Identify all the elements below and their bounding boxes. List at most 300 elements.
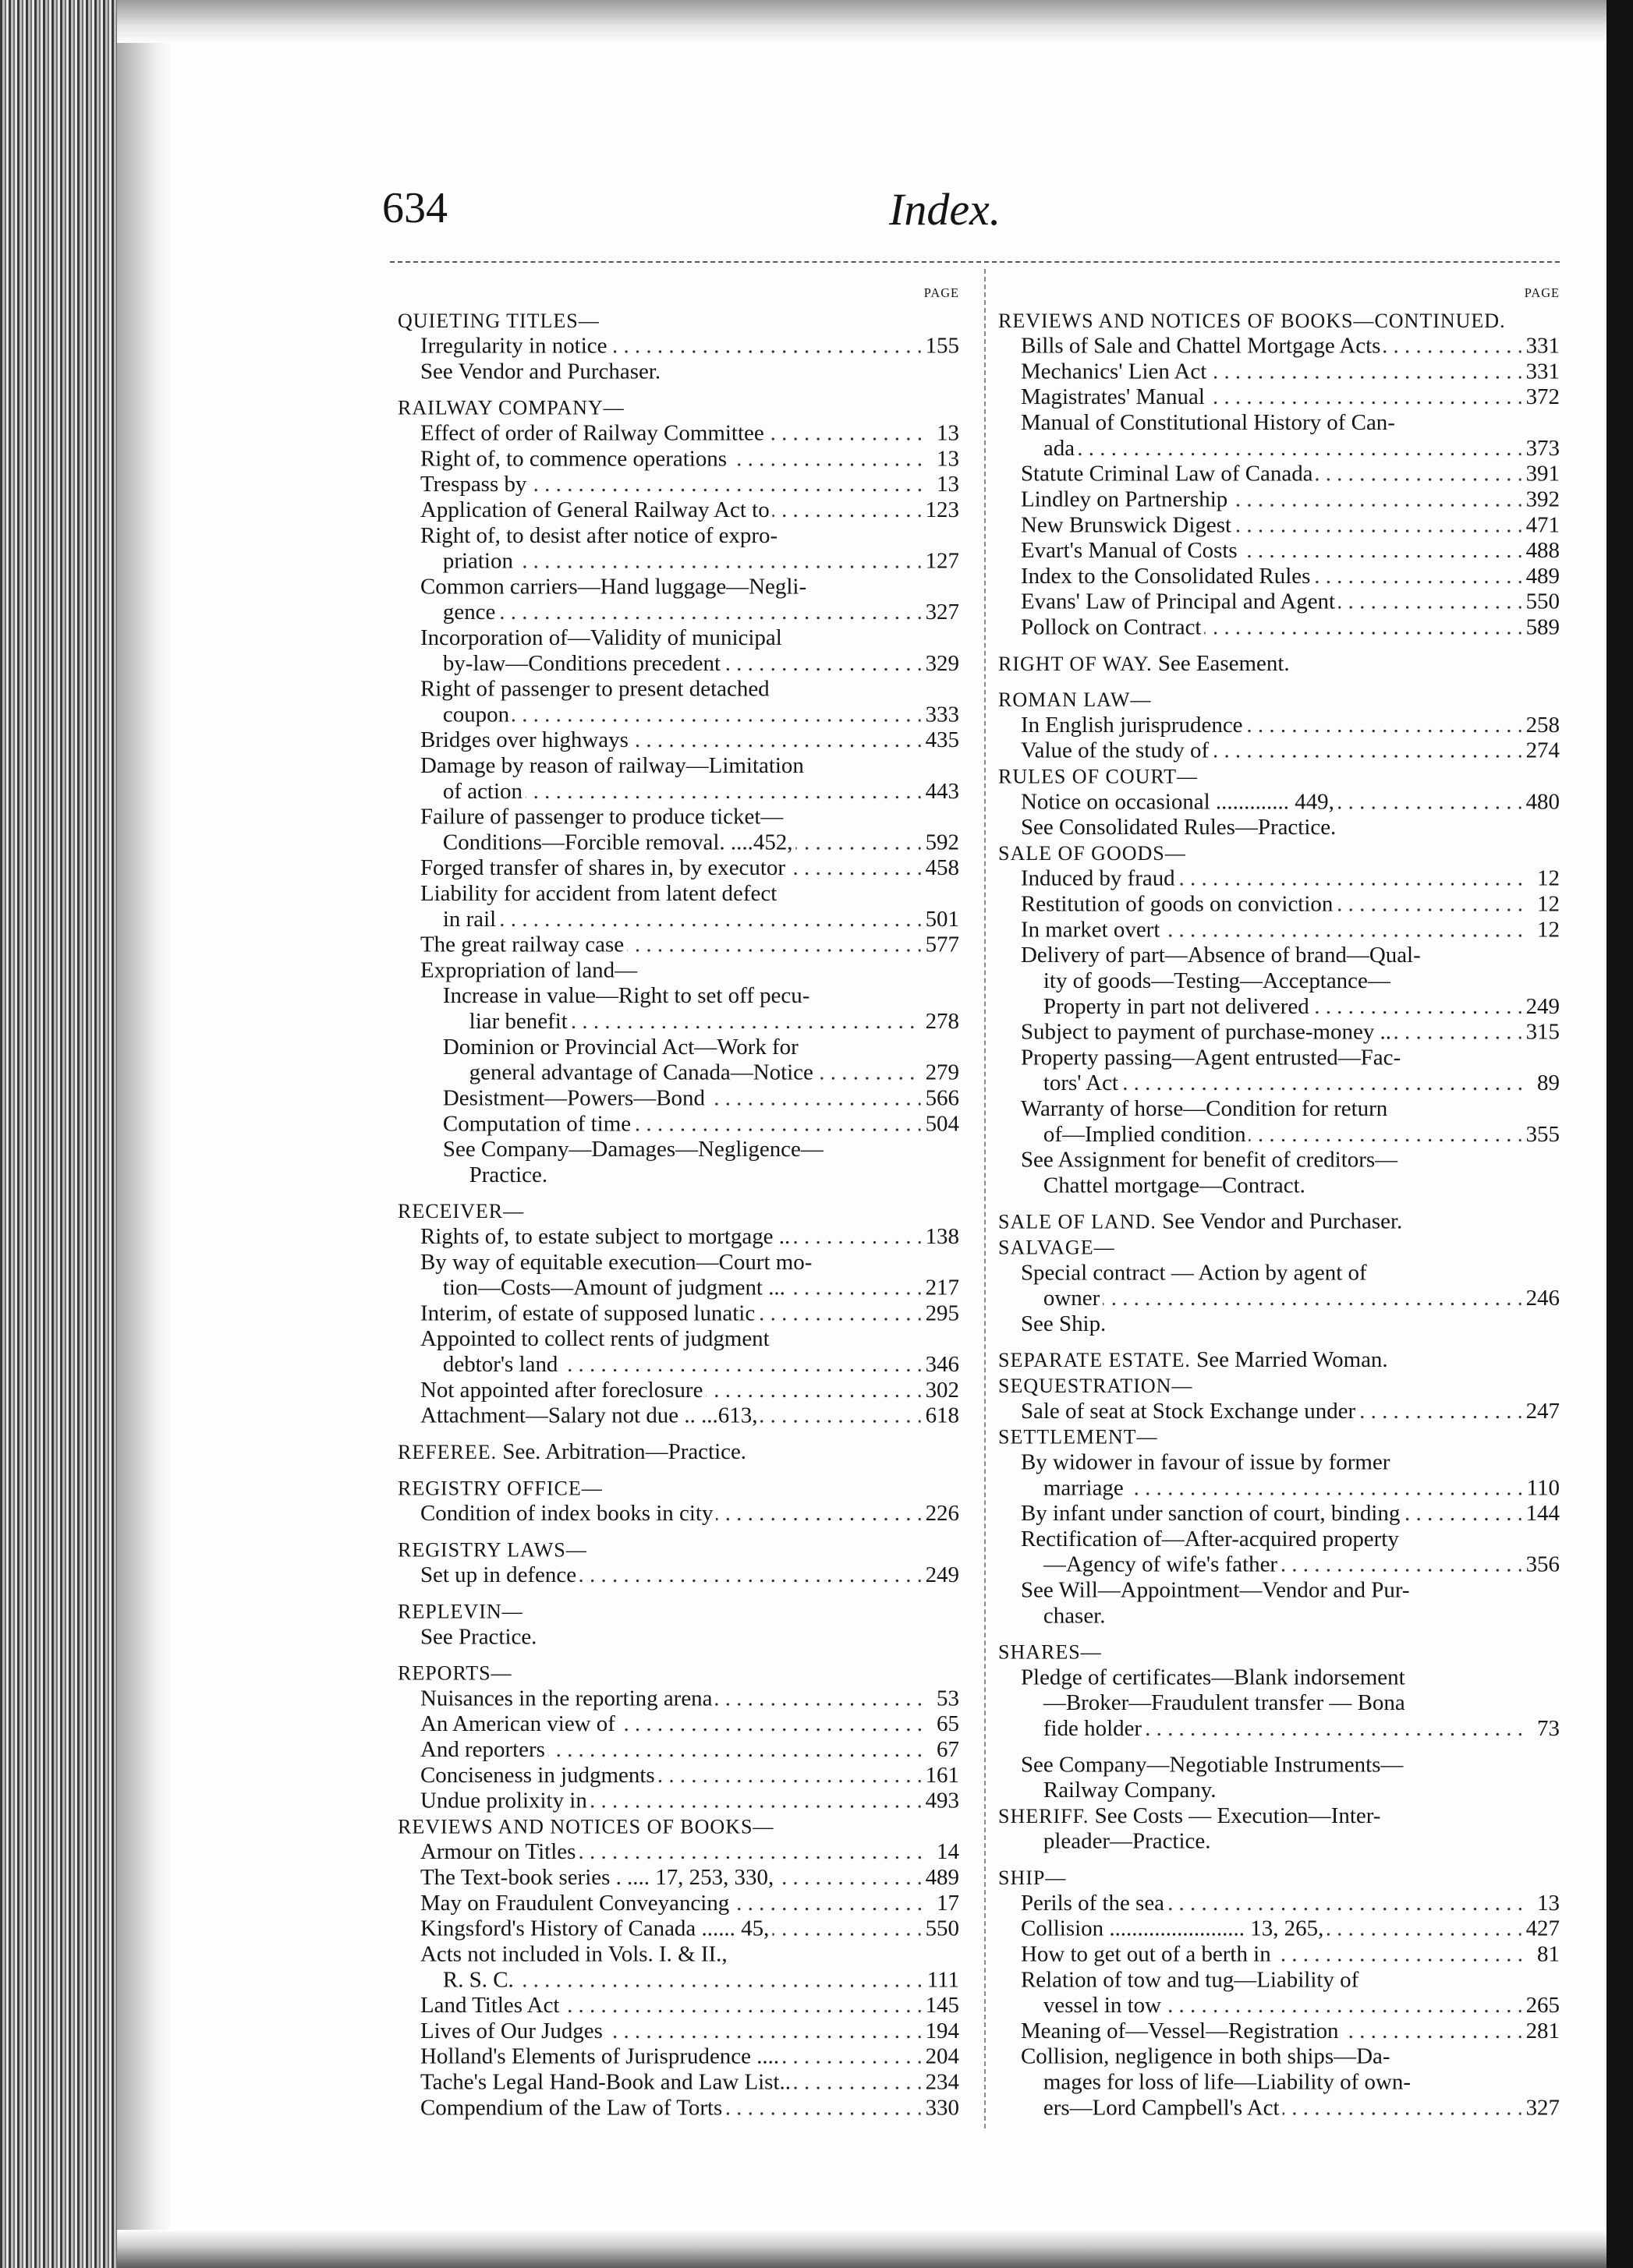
index-entry-line: See Practice. <box>420 1624 537 1650</box>
index-entry-line: Pledge of certificates—Blank indorsement <box>1020 1665 1405 1690</box>
entry-text: Undue prolixity in <box>420 1789 590 1813</box>
entry-text: And reporters <box>420 1737 548 1762</box>
entry-text-wrap <box>420 855 921 881</box>
index-entry <box>398 1891 959 1916</box>
entry-text: Armour on Titles <box>420 1839 579 1864</box>
index-heading-line <box>998 1373 1560 1399</box>
page-ref: 138 <box>925 1223 959 1249</box>
page-ref: 488 <box>1525 537 1560 563</box>
entry-text: Land Titles Act <box>420 1993 562 2018</box>
index-entry-line: —Broker—Fraudulent transfer — Bona <box>1043 1690 1405 1715</box>
index-entry <box>398 1686 959 1711</box>
index-entry <box>398 855 959 881</box>
entry-text-wrap <box>420 2069 921 2095</box>
index-entry-line: Failure of passenger to produce ticket— <box>420 804 784 830</box>
page-ref: 489 <box>1525 563 1560 589</box>
page-ref: 392 <box>1525 487 1560 512</box>
entry-text-wrap <box>1021 1501 1521 1527</box>
index-heading: SHERIFF. <box>998 1804 1089 1827</box>
entry-text-wrap <box>443 702 921 727</box>
page-ref: 155 <box>925 333 959 359</box>
entry-text-wrap <box>1021 614 1521 640</box>
index-entry <box>998 1993 1560 2019</box>
entry-text: Magistrates' Manual <box>1021 384 1208 409</box>
index-heading: RAILWAY COMPANY— <box>398 396 625 419</box>
index-entry <box>398 907 959 932</box>
book-binding <box>0 0 117 2268</box>
index-heading-line <box>398 1537 959 1562</box>
index-entry-line: See Consolidated Rules—Practice. <box>1020 815 1337 840</box>
entry-text: Holland's Elements of Jurisprudence .... <box>420 2044 782 2069</box>
index-entry <box>398 2019 959 2044</box>
page-ref: 327 <box>1525 2095 1560 2121</box>
index-entry-line: Appointed to collect rents of judgment <box>420 1326 770 1351</box>
index-entry <box>998 462 1560 487</box>
entry-text-wrap <box>1021 866 1529 892</box>
entry-text: Subject to payment of purchase-money .. <box>1021 1019 1394 1044</box>
entry-text-wrap <box>420 1300 921 1326</box>
index-entry-line: Dominion or Provincial Act—Work for <box>442 1034 799 1060</box>
index-entry-line: Incorporation of—Validity of municipal <box>420 624 782 650</box>
entry-text: tors' Act <box>1043 1070 1121 1095</box>
entry-text-wrap <box>469 1060 921 1086</box>
page-ref: 247 <box>1525 1398 1560 1424</box>
entry-text: Sale of seat at Stock Exchange under <box>1021 1399 1358 1424</box>
index-entry-line: See Will—Appointment—Vendor and Pur- <box>1020 1577 1410 1603</box>
page-ref: 249 <box>925 1562 959 1587</box>
index-entry <box>398 446 959 472</box>
index-entry-line: pleader—Practice. <box>1043 1828 1211 1854</box>
index-heading: SEQUESTRATION— <box>998 1374 1193 1397</box>
index-entry <box>398 1403 959 1429</box>
entry-text-wrap <box>443 1352 921 1378</box>
entry-text-wrap <box>1021 789 1521 815</box>
index-entry-line: Common carriers—Hand luggage—Negli- <box>420 574 807 600</box>
page-ref: 281 <box>1525 2018 1560 2043</box>
entry-text-wrap <box>420 1789 921 1814</box>
binding-shadow <box>117 0 172 2268</box>
index-heading-line <box>998 840 1560 866</box>
index-entry <box>998 917 1560 943</box>
page-ref: 295 <box>925 1300 959 1326</box>
entry-text: New Brunswick Digest <box>1021 512 1234 537</box>
index-column-right <box>998 281 1560 2121</box>
entry-text: of—Implied condition <box>1043 1122 1249 1147</box>
index-entry <box>398 651 959 677</box>
entry-text-wrap <box>443 779 921 805</box>
entry-text: tion—Costs—Amount of judgment ... <box>443 1276 788 1300</box>
entry-text: May on Fraudulent Conveyancing <box>420 1891 732 1916</box>
entry-spacer <box>398 1527 959 1537</box>
index-entry <box>398 1737 959 1763</box>
cross-reference: See Vendor and Purchaser. <box>1162 1208 1403 1234</box>
page-ref: 480 <box>1525 789 1560 815</box>
entry-text: Rights of, to estate subject to mortgage .. <box>420 1224 793 1249</box>
entry-spacer <box>398 1588 959 1599</box>
top-scan-edge <box>117 0 1633 43</box>
index-entry <box>998 1552 1560 1578</box>
index-entry <box>398 1378 959 1403</box>
entry-text-wrap <box>443 600 921 625</box>
entry-text: In English jurisprudence <box>1021 713 1245 738</box>
index-entry-line: See Ship. <box>1020 1311 1107 1336</box>
entry-text: —Agency of wife's father <box>1043 1552 1281 1577</box>
page-ref: 550 <box>1525 589 1560 614</box>
index-entry <box>998 1941 1560 1967</box>
entry-text: R. S. C. <box>443 1967 517 1992</box>
entry-text-wrap <box>443 1967 923 1993</box>
entry-text: ada <box>1043 436 1078 461</box>
entry-text-wrap <box>443 1085 921 1111</box>
entry-text-wrap <box>1021 1019 1521 1045</box>
page-ref: 577 <box>925 932 959 957</box>
index-heading: REGISTRY OFFICE— <box>398 1477 603 1500</box>
index-entry-line: See Company—Damages—Negligence— <box>442 1136 824 1162</box>
entry-text-wrap <box>1021 462 1521 487</box>
index-heading: RIGHT OF WAY. <box>998 652 1153 675</box>
page-ref: 13 <box>937 472 959 497</box>
index-entry <box>398 932 959 958</box>
index-entry <box>998 1019 1560 1045</box>
entry-text-wrap <box>1021 1891 1529 1916</box>
entry-text: Set up in defence <box>420 1562 579 1587</box>
entry-text-wrap <box>443 1111 921 1137</box>
entry-text: Attachment—Salary not due .. ...613, <box>420 1403 760 1428</box>
entry-text-wrap <box>1021 334 1521 359</box>
index-heading-line <box>998 687 1560 713</box>
entry-text-wrap <box>1021 359 1521 384</box>
page-ref: 373 <box>1525 435 1560 461</box>
index-entry-line: By way of equitable execution—Court mo- <box>420 1249 813 1275</box>
entry-text-wrap <box>1043 1552 1521 1578</box>
index-entry <box>998 1891 1560 1916</box>
page-ref: 265 <box>1525 1992 1560 2018</box>
entry-text-wrap <box>1043 1122 1521 1148</box>
entry-text: Bills of Sale and Chattel Mortgage Acts <box>1021 334 1383 359</box>
entry-text: Effect of order of Railway Committee <box>420 420 767 445</box>
page-ref: 504 <box>925 1111 959 1137</box>
index-entry <box>398 1562 959 1588</box>
index-heading: QUIETING TITLES— <box>398 309 600 332</box>
entry-text-wrap <box>1043 1475 1522 1501</box>
entry-text-wrap <box>1021 1916 1521 1942</box>
index-entry <box>398 1967 959 1993</box>
index-entry-line: ity of goods—Testing—Acceptance— <box>1043 968 1390 993</box>
entry-text-wrap <box>1021 1941 1529 1967</box>
index-heading-line <box>398 308 959 334</box>
index-entry <box>998 789 1560 815</box>
page-ref: 249 <box>1525 993 1560 1019</box>
index-entry <box>398 1352 959 1378</box>
page-ref: 67 <box>937 1736 959 1762</box>
entry-text-wrap <box>1021 2019 1521 2044</box>
entry-text-wrap <box>420 446 928 472</box>
index-entry-line: See Company—Negotiable Instruments— <box>1020 1752 1404 1778</box>
index-entry-line: Right of passenger to present detached <box>420 676 770 702</box>
index-entry <box>398 1009 959 1035</box>
entry-text: fide holder <box>1043 1716 1145 1741</box>
entry-spacer <box>398 1650 959 1661</box>
entry-spacer <box>998 1337 1560 1348</box>
entry-text: coupon <box>443 702 512 727</box>
index-entry <box>998 1475 1560 1501</box>
index-heading: REPLEVIN— <box>398 1600 523 1623</box>
entry-text: Kingsford's History of Canada ...... 45, <box>420 1916 772 1941</box>
entry-text-wrap <box>420 1378 921 1403</box>
index-entry <box>398 1111 959 1137</box>
entry-text-wrap <box>469 1009 921 1035</box>
entry-text: Property in part not delivered <box>1043 994 1312 1019</box>
index-entry <box>998 713 1560 738</box>
index-entry-line: Damage by reason of railway—Limitation <box>420 752 804 778</box>
index-entry <box>998 1070 1560 1096</box>
index-entry <box>998 538 1560 564</box>
page-ref: 14 <box>937 1839 959 1864</box>
entry-text-wrap <box>420 932 921 958</box>
entry-text-wrap <box>443 548 921 574</box>
index-heading-line <box>398 395 959 421</box>
index-heading-line <box>398 1661 959 1686</box>
page-ref: 111 <box>926 1967 959 1993</box>
entry-text: Meaning of—Vessel—Registration <box>1021 2019 1341 2043</box>
entry-text: Index to the Consolidated Rules <box>1021 564 1313 589</box>
index-entry <box>398 472 959 497</box>
entry-text-wrap <box>1021 512 1521 538</box>
page-ref: 327 <box>925 600 959 624</box>
index-entry <box>398 1060 959 1086</box>
index-heading-line <box>998 1640 1560 1665</box>
page-ref: 234 <box>925 2069 959 2095</box>
entry-text-wrap <box>420 334 921 359</box>
entry-text: Pollock on Contract <box>1021 614 1204 639</box>
index-heading: RULES OF COURT— <box>998 765 1199 788</box>
index-heading-line <box>398 1598 959 1624</box>
entry-text-wrap <box>420 1737 928 1763</box>
index-entry-line: Special contract — Action by agent of <box>1020 1260 1367 1286</box>
entry-spacer <box>998 677 1560 688</box>
index-entry-line: Relation of tow and tug—Liability of <box>1020 1967 1359 1993</box>
page-ref: 65 <box>937 1711 959 1736</box>
entry-text: Collision ........................ 13, 265, <box>1021 1916 1327 1941</box>
index-entry <box>398 1276 959 1301</box>
page-ref: 458 <box>925 855 959 880</box>
index-entry <box>998 2095 1560 2121</box>
page-ref: 73 <box>1537 1715 1560 1741</box>
index-entry <box>398 548 959 574</box>
page-ref: 217 <box>925 1275 959 1300</box>
entry-text-wrap <box>1021 1399 1521 1424</box>
page-ref: 258 <box>1525 712 1560 738</box>
entry-text: Conditions—Forcible removal. ....452, <box>443 830 795 854</box>
page-ref: 346 <box>925 1351 959 1377</box>
page-ref: 123 <box>925 497 959 522</box>
index-entry-line: Liability for accident from latent defect <box>420 880 778 906</box>
index-entry <box>398 420 959 446</box>
header-rule <box>390 261 1560 263</box>
entry-text: Right of, to commence operations <box>420 446 730 471</box>
index-heading: SALE OF LAND. <box>998 1210 1157 1233</box>
index-entry <box>398 334 959 359</box>
entry-text-wrap <box>1021 589 1521 615</box>
index-entry-line: Collision, negligence in both ships—Da- <box>1020 2043 1390 2069</box>
index-entry <box>398 1763 959 1789</box>
entry-text-wrap <box>420 1501 921 1527</box>
page-ref: 493 <box>925 1788 959 1813</box>
entry-text-wrap <box>1043 2095 1521 2121</box>
page-ref: 331 <box>1525 359 1560 384</box>
index-heading: SHIP— <box>998 1866 1067 1889</box>
index-heading-line <box>398 1475 959 1501</box>
entry-text: Forged transfer of shares in, by executor <box>420 855 788 880</box>
index-heading: SETTLEMENT— <box>998 1425 1158 1449</box>
cross-reference: See Costs — Execution—Inter- <box>1094 1803 1381 1828</box>
index-entry <box>398 1085 959 1111</box>
index-heading: REPORTS— <box>398 1661 512 1685</box>
entry-text: Evans' Law of Principal and Agent <box>1021 589 1338 614</box>
index-heading: RECEIVER— <box>398 1200 525 1222</box>
index-heading-line <box>998 651 1560 677</box>
column-divider <box>984 269 986 2128</box>
entry-text-wrap <box>420 1993 921 2019</box>
index-heading-line <box>998 763 1560 789</box>
index-entry <box>398 1300 959 1326</box>
index-entry <box>398 830 959 855</box>
index-heading: REVIEWS AND NOTICES OF BOOKS—CONTINUED. <box>998 309 1506 332</box>
entry-text: Lives of Our Judges <box>420 2019 606 2043</box>
index-entry <box>998 512 1560 538</box>
page-ref: 550 <box>925 1916 959 1941</box>
page-ref: 315 <box>1525 1019 1560 1045</box>
page-ref: 274 <box>1525 738 1560 763</box>
index-entry <box>998 1286 1560 1311</box>
index-entry <box>398 1711 959 1737</box>
entry-text-wrap <box>1021 917 1529 943</box>
page-ref: 226 <box>925 1500 959 1526</box>
entry-text-wrap <box>420 497 921 523</box>
index-entry <box>398 702 959 727</box>
page-ref: 194 <box>925 2018 959 2043</box>
index-entry <box>398 727 959 753</box>
page-ref: 372 <box>1525 384 1560 409</box>
page-ref: 17 <box>937 1890 959 1916</box>
page-ref: 13 <box>937 420 959 446</box>
page-ref: 13 <box>1537 1890 1560 1916</box>
entry-text-wrap <box>420 2044 921 2070</box>
index-entry <box>398 1839 959 1865</box>
page-ref: 12 <box>1537 865 1560 891</box>
cross-reference: See. Arbitration—Practice. <box>502 1438 747 1464</box>
entry-text-wrap <box>1021 538 1521 564</box>
index-heading-line <box>398 1813 959 1839</box>
index-heading: SALE OF GOODS— <box>998 841 1186 865</box>
index-entry-line: See Vendor and Purchaser. <box>420 359 661 384</box>
entry-text-wrap <box>1021 564 1521 589</box>
entry-spacer <box>998 1854 1560 1865</box>
page-ref: 81 <box>1537 1941 1560 1967</box>
index-entry <box>998 866 1560 892</box>
index-entry-line: Acts not included in Vols. I. & II., <box>420 1941 728 1967</box>
entry-text-wrap <box>420 1403 921 1429</box>
entry-text: Computation of time <box>443 1111 634 1136</box>
entry-text-wrap <box>1043 436 1521 462</box>
entry-text: Evart's Manual of Costs <box>1021 538 1241 563</box>
page-ref: 435 <box>925 727 959 752</box>
entry-text: vessel in tow <box>1043 1993 1164 2018</box>
index-entry <box>398 1865 959 1891</box>
index-heading: REGISTRY LAWS— <box>398 1538 587 1562</box>
entry-text: The great railway case <box>420 932 627 957</box>
page-ref: 331 <box>1525 333 1560 359</box>
index-heading: REVIEWS AND NOTICES OF BOOKS— <box>398 1815 774 1838</box>
cross-reference: See Married Woman. <box>1196 1347 1388 1372</box>
entry-text-wrap <box>420 2019 921 2044</box>
entry-text-wrap <box>420 2095 921 2121</box>
index-entry-line: chaser. <box>1043 1603 1106 1629</box>
page-ref: 161 <box>925 1762 959 1788</box>
index-heading-line <box>998 1234 1560 1260</box>
entry-text: Trespass by <box>420 472 530 497</box>
entry-text: liar benefit <box>469 1009 571 1034</box>
index-entry-line: Practice. <box>469 1162 548 1187</box>
page-ref: 356 <box>1525 1552 1560 1577</box>
entry-text: ers—Lord Campbell's Act <box>1043 2095 1283 2120</box>
index-entry <box>398 2069 959 2095</box>
entry-text: Mechanics' Lien Act <box>1021 359 1210 384</box>
entry-text-wrap <box>420 472 928 497</box>
entry-text: Desistment—Powers—Bond <box>443 1085 708 1110</box>
entry-text: Compendium of the Law of Torts <box>420 2095 725 2120</box>
index-entry-line: Right of, to desist after notice of expro- <box>420 522 778 548</box>
index-entry <box>998 738 1560 764</box>
entry-text-wrap <box>420 1763 921 1789</box>
page-column-label: PAGE <box>1524 285 1560 301</box>
entry-text: Value of the study of <box>1021 738 1212 763</box>
entry-text-wrap <box>1021 487 1521 512</box>
index-entry <box>998 487 1560 512</box>
index-entry <box>998 384 1560 410</box>
page-column-label: PAGE <box>923 285 959 301</box>
entry-text-wrap <box>443 907 921 932</box>
entry-text-wrap <box>443 651 921 677</box>
index-entry <box>998 564 1560 589</box>
index-heading-line <box>998 1865 1560 1891</box>
page-ref: 89 <box>1537 1070 1560 1095</box>
entry-text: Interim, of estate of supposed lunatic <box>420 1300 758 1325</box>
page-ref: 144 <box>1525 1500 1560 1526</box>
page-ref: 489 <box>925 1864 959 1890</box>
entry-text: How to get out of a berth in <box>1021 1941 1274 1966</box>
page-ref: 330 <box>925 2095 959 2121</box>
page-ref: 592 <box>925 830 959 855</box>
page-ref: 589 <box>1525 614 1560 640</box>
index-entry <box>398 2044 959 2070</box>
page-ref: 443 <box>925 778 959 804</box>
index-entry <box>998 359 1560 384</box>
index-heading-line <box>398 1439 959 1465</box>
index-entry-line: Warranty of horse—Condition for return <box>1020 1095 1388 1121</box>
entry-text-wrap <box>420 420 928 446</box>
entry-text: of action <box>443 779 526 804</box>
entry-text-wrap <box>420 1711 928 1737</box>
entry-text: Nuisances in the reporting arena <box>420 1686 715 1711</box>
index-entry-line: Railway Company. <box>1043 1778 1217 1803</box>
entry-text-wrap <box>443 830 921 855</box>
index-heading: SHARES— <box>998 1640 1102 1664</box>
entry-text: Restitution of goods on conviction <box>1021 891 1336 916</box>
entry-text: Notice on occasional ............. 449, <box>1021 789 1337 814</box>
index-heading-line <box>998 1424 1560 1450</box>
index-entry <box>398 1789 959 1814</box>
